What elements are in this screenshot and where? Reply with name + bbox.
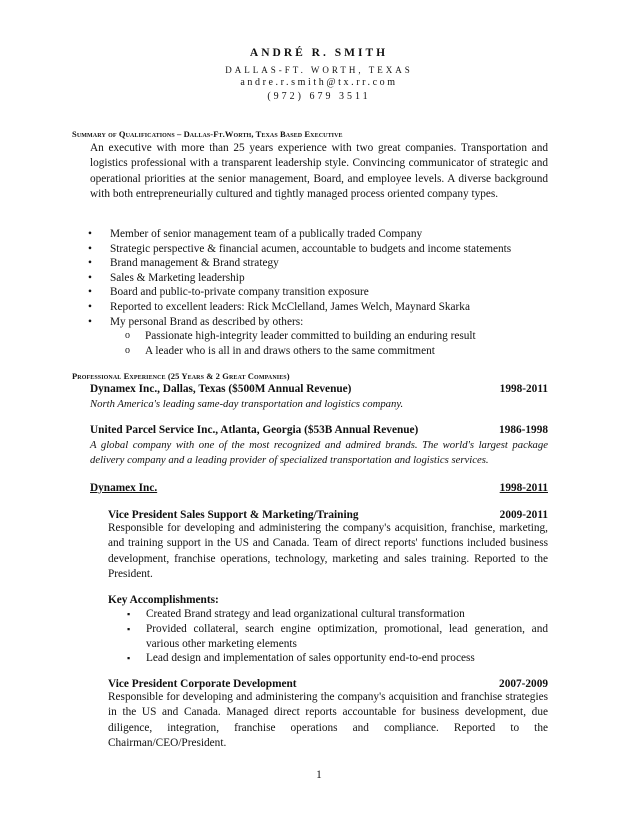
personal-brand-sublist	[88, 329, 511, 358]
accomplishments-heading-row	[108, 593, 548, 608]
page-number: 1	[316, 769, 322, 781]
candidate-location: DALLAS-FT. WORTH, TEXAS	[225, 65, 413, 75]
list-item: • Sales & Marketing leadership	[88, 271, 511, 286]
company-description: North America's leading same-day transportation and logistics company.	[90, 398, 404, 410]
list-item: • Reported to excellent leaders: Rick McClelland, James Welch, Maynard Skarka	[88, 300, 511, 315]
sub-list-item: o Passionate high-integrity leader committed to building an enduring result	[88, 329, 511, 344]
company-name: United Parcel Service Inc., Atlanta, Georgia ($53B Annual Revenue)	[90, 424, 419, 436]
candidate-name: ANDRÉ R. SMITH	[249, 47, 389, 59]
experience-section-title: Professional Experience (25 Years & 2 Great Companies)	[72, 371, 290, 381]
detail-company-years: 1998-2011	[499, 482, 548, 494]
list-item: ▪ Provided collateral, search engine optimization, promotional, lead generation, and various other marketing elements	[112, 622, 548, 652]
role-description: Responsible for developing and administering the company's acquisition and franchise strategies in the US and Canada. Managed direct reports accountable for business development, due diligence, integration, franchise operations and compliance. Reported to the Chairman/CEO/President.	[108, 691, 548, 749]
list-item: ▪ Created Brand strategy and lead organizational cultural transformation	[112, 607, 548, 622]
role-description: Responsible for developing and administering the company's acquisition, franchise, marketing, and training support in the US and Canada. Team of direct reports' functions included business development, franchise operations, technology, marketing and sales training. Reported to the President.	[108, 522, 548, 580]
accomplishments-list	[112, 607, 548, 666]
list-item: ▪ Lead design and implementation of sales opportunity end-to-end process	[112, 651, 548, 666]
candidate-phone: (972) 679 3511	[267, 91, 371, 102]
company-row-ups	[90, 423, 548, 438]
role-years: 2009-2011	[499, 509, 548, 521]
company-row-dynamex	[90, 382, 548, 397]
list-item: • Brand management & Brand strategy	[88, 256, 511, 271]
list-item: • Strategic perspective & financial acumen, accountable to budgets and income statements	[88, 242, 511, 257]
role-title: Vice President Sales Support & Marketing/Training	[108, 509, 359, 521]
company-years: 1986-1998	[499, 424, 548, 436]
company-name: Dynamex Inc., Dallas, Texas ($500M Annual Revenue)	[90, 383, 352, 395]
list-item: • Board and public-to-private company transition exposure	[88, 285, 511, 300]
summary-section-title: Summary of Qualifications – Dallas-Ft.Worth, Texas Based Executive	[72, 129, 343, 139]
candidate-email[interactable]: andre.r.smith@tx.rr.com	[240, 77, 398, 88]
summary-bullet-list	[88, 227, 511, 358]
summary-paragraph: An executive with more than 25 years experience with two great companies. Transportation and logistics professional with a transparent leadership style. Convincing communicator of strategic and operational priorities at the senior management, Board, and employee levels. A diverse background with both entrepreneurially cultured and tightly managed process oriented company types.	[90, 142, 548, 200]
company-description: A global company with one of the most recognized and admired brands. The world's largest package delivery company and a leading provider of specialized transportation and logistics services.	[90, 439, 548, 467]
accomplishments-title: Key Accomplishments:	[108, 594, 219, 606]
company-years: 1998-2011	[499, 383, 548, 395]
detail-company-row	[90, 481, 548, 496]
role-title: Vice President Corporate Development	[108, 678, 297, 690]
list-item: • Member of senior management team of a publically traded Company	[88, 227, 511, 242]
sub-list-item: o A leader who is all in and draws others to the same commitment	[88, 344, 511, 359]
role-years: 2007-2009	[499, 678, 548, 690]
detail-company-name: Dynamex Inc.	[90, 482, 158, 494]
list-item: • My personal Brand as described by others:	[88, 315, 511, 330]
